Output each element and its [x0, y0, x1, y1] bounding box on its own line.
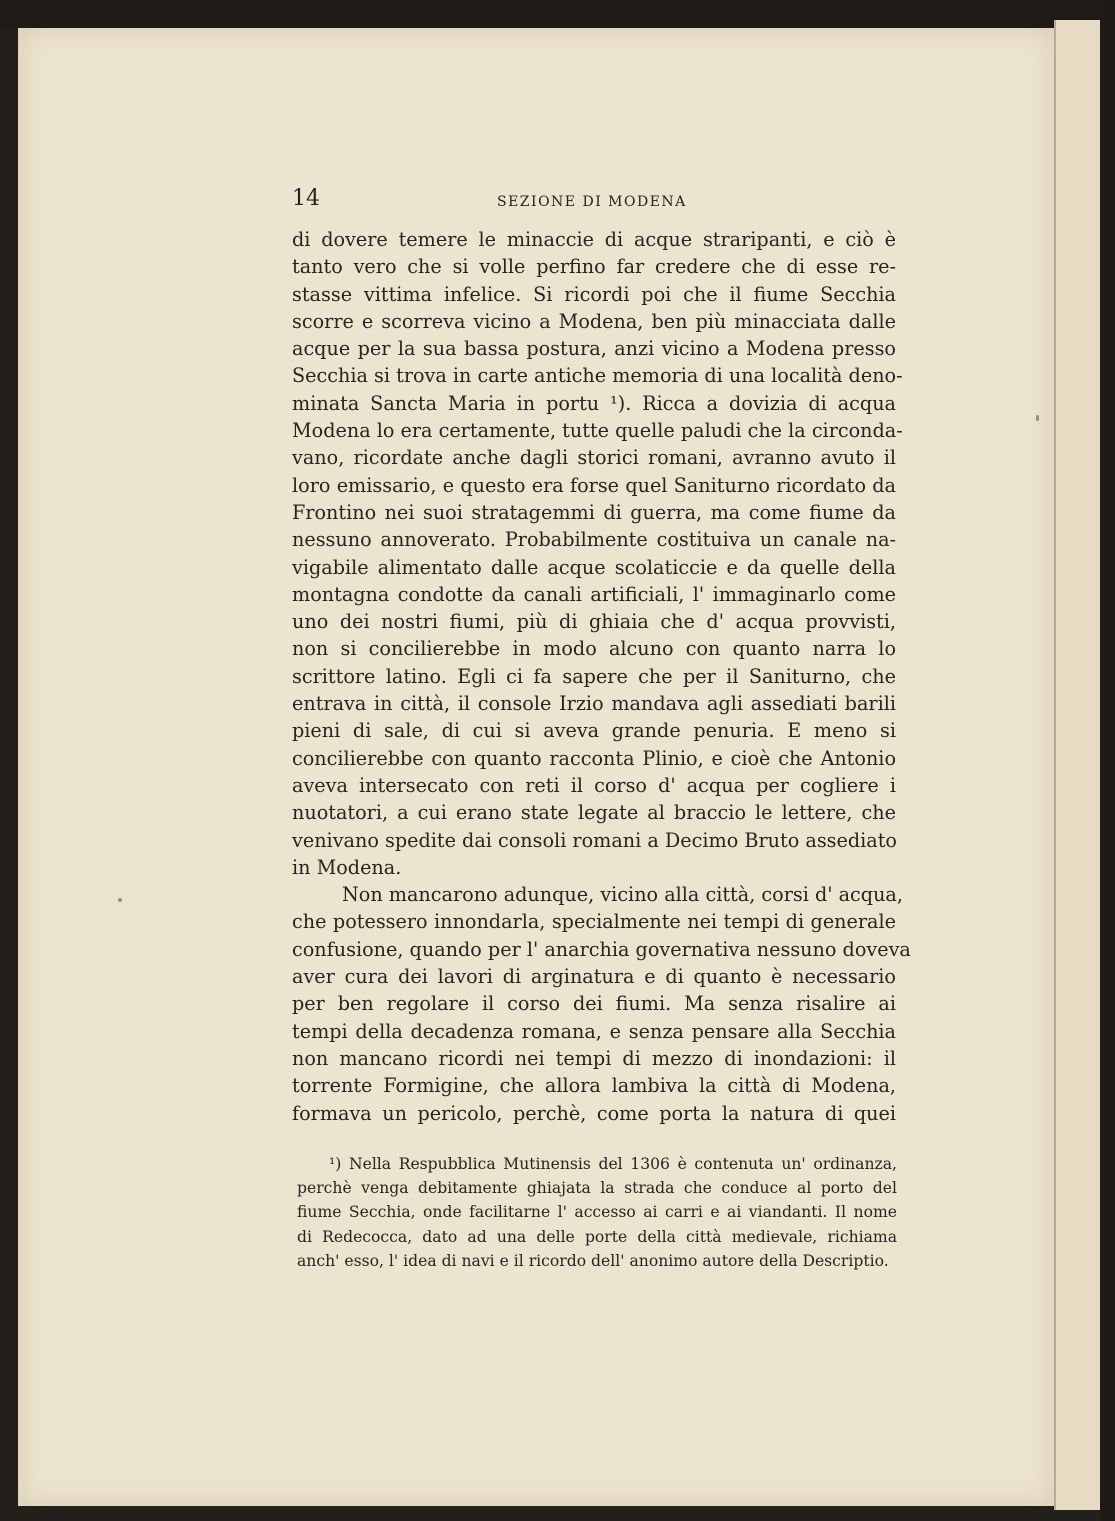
text-line: vigabile alimentato dalle acque scolaticcie e da quelle della: [292, 555, 896, 579]
text-line: scrittore latino. Egli ci fa sapere che per il Saniturno, che: [292, 664, 896, 688]
text-line: venivano spedite dai consoli romani a Decimo Bruto assediato: [292, 828, 897, 852]
text-line: uno dei nostri fiumi, più di ghiaia che d' acqua provvisti,: [292, 610, 896, 634]
footnote-line: di Redecocca, dato ad una delle porte della città medievale, richiama: [297, 1227, 897, 1246]
text-line: Modena lo era certamente, tutte quelle paludi che la circonda-: [292, 419, 903, 443]
text-line: torrente Formigine, che allora lambiva la città di Modena,: [292, 1074, 896, 1098]
footnote-line: ¹) Nella Respubblica Mutinensis del 1306 è contenuta un' ordinanza,: [329, 1155, 897, 1173]
footnote-line: anch' esso, l' idea di navi e il ricordo dell' anonimo autore della Descriptio.: [297, 1251, 889, 1270]
text-line: stasse vittima infelice. Si ricordi poi che il fiume Secchia: [292, 282, 896, 306]
text-line: entrava in città, il console Irzio mandava agli assediati barili: [292, 692, 896, 716]
paper-speck: [118, 898, 122, 902]
footnote-line: perchè venga debitamente ghiajata la strada che conduce al porto del: [297, 1179, 897, 1198]
next-page-edge: [1054, 20, 1106, 1510]
text-line: montagna condotte da canali artificiali, l' immaginarlo come: [292, 582, 896, 606]
footnote-line: fiume Secchia, onde facilitarne l' accesso ai carri e ai viandanti. Il nome: [297, 1203, 897, 1222]
text-line: Non mancarono adunque, vicino alla città, corsi d' acqua,: [342, 883, 903, 907]
text-line: non si concilierebbe in modo alcuno con quanto narra lo: [292, 637, 896, 661]
text-line: nessuno annoverato. Probabilmente costituiva un canale na-: [292, 528, 896, 552]
text-line: acque per la sua bassa postura, anzi vicino a Modena presso: [292, 337, 896, 361]
text-line: tanto vero che si volle perfino far credere che di esse re-: [292, 255, 896, 279]
text-line: aveva intersecato con reti il corso d' acqua per cogliere i: [292, 773, 896, 797]
text-line: pieni di sale, di cui si aveva grande penuria. E meno si: [292, 719, 896, 743]
text-line: concilierebbe con quanto racconta Plinio, e cioè che Antonio: [292, 746, 896, 770]
page-header: [292, 186, 898, 216]
scan-right-border: [1100, 0, 1115, 1521]
text-line: loro emissario, e questo era forse quel Saniturno ricordato da: [292, 473, 896, 497]
text-line: minata Sancta Maria in portu ¹). Ricca a dovizia di acqua: [292, 391, 896, 415]
running-head: SEZIONE DI MODENA: [497, 194, 687, 210]
text-line: scorre e scorreva vicino a Modena, ben più minacciata dalle: [292, 309, 896, 333]
text-line: aver cura dei lavori di arginatura e di quanto è necessario: [292, 965, 896, 989]
paper-speck: [1036, 415, 1039, 421]
text-line: Frontino nei suoi stratagemmi di guerra, ma come fiume da: [292, 500, 896, 524]
scan-top-border: [0, 0, 1115, 30]
text-line: di dovere temere le minaccie di acque straripanti, e ciò è: [292, 228, 896, 251]
text-line: per ben regolare il corso dei fiumi. Ma senza risalire ai: [292, 992, 896, 1016]
text-line: formava un pericolo, perchè, come porta la natura di quei: [292, 1101, 896, 1125]
body-text: [292, 226, 911, 1127]
text-line: nuotatori, a cui erano state legate al braccio le lettere, che: [292, 801, 896, 825]
text-line: che potessero innondarla, specialmente nei tempi di generale: [292, 910, 896, 934]
text-line: vano, ricordate anche dagli storici romani, avranno avuto il: [292, 446, 896, 470]
text-line: in Modena.: [292, 855, 402, 879]
page-number: 14: [292, 186, 320, 211]
text-line: Secchia si trova in carte antiche memoria di una località deno-: [292, 364, 903, 388]
footnotes: [297, 1152, 897, 1273]
text-line: confusione, quando per l' anarchia governativa nessuno doveva: [292, 937, 911, 961]
text-line: tempi della decadenza romana, e senza pensare alla Secchia: [292, 1019, 896, 1043]
text-line: non mancano ricordi nei tempi di mezzo di inondazioni: il: [292, 1046, 896, 1070]
